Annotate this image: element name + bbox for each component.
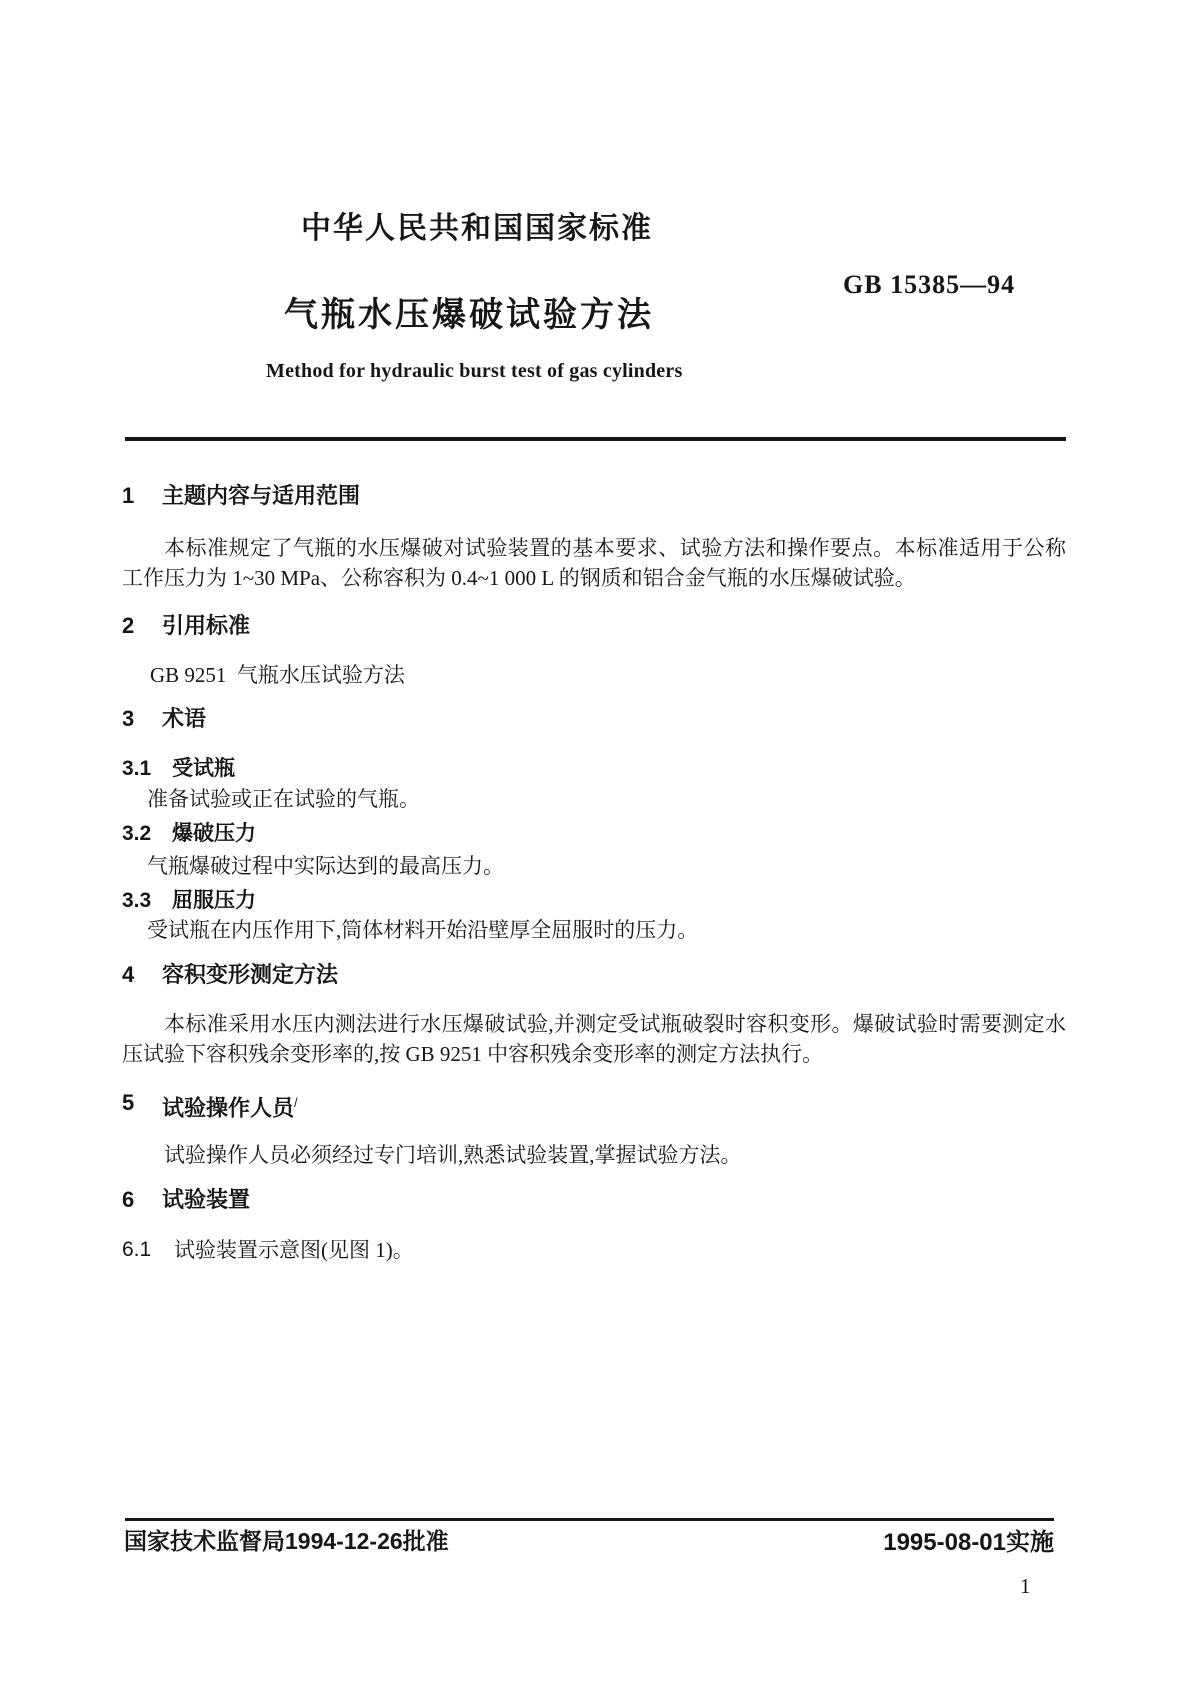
section-1-paragraph: 本标准规定了气瓶的水压爆破对试验装置的基本要求、试验方法和操作要点。本标准适用于公称工作压力为 1~30 MPa、公称容积为 0.4~1 000 L 的钢质和铝合金气瓶的水压爆破试验。 bbox=[122, 536, 1066, 590]
term-3-1-name: 受试瓶 bbox=[172, 757, 235, 780]
section-1-number: 1 bbox=[122, 483, 135, 508]
standard-code: GB 15385—94 bbox=[843, 270, 1016, 299]
section-5-paragraph: 试验操作人员必须经过专门培训,熟悉试验装置,掌握试验方法。 bbox=[164, 1143, 742, 1168]
section-2-heading bbox=[122, 614, 1066, 638]
term-3-1-number: 3.1 bbox=[122, 757, 152, 780]
section-3-title: 术语 bbox=[162, 706, 207, 731]
page-number: 1 bbox=[1020, 1574, 1031, 1598]
section-2-title: 引用标准 bbox=[162, 613, 251, 638]
term-3-3-heading bbox=[122, 889, 1066, 913]
section-4-paragraph: 本标准采用水压内测法进行水压爆破试验,并测定受试瓶破裂时容积变形。爆破试验时需要测定水压试验下容积残余变形率的,按 GB 9251 中容积残余变形率的测定方法执行。 bbox=[122, 1012, 1066, 1066]
term-3-3-name: 屈服压力 bbox=[172, 889, 256, 912]
section-1-title: 主题内容与适用范围 bbox=[162, 483, 361, 508]
document-body bbox=[122, 484, 1066, 1262]
section-5-number: 5 bbox=[122, 1090, 135, 1115]
term-3-3-definition: 受试瓶在内压作用下,筒体材料开始沿壁厚全屈服时的压力。 bbox=[147, 918, 699, 942]
footer-divider-rule bbox=[125, 1518, 1054, 1521]
document-title-zh: 气瓶水压爆破试验方法 bbox=[284, 296, 654, 334]
section-5-title: 试验操作人员/ bbox=[162, 1095, 298, 1121]
section-1-heading bbox=[122, 484, 1066, 508]
term-3-2-definition: 气瓶爆破过程中实际达到的最高压力。 bbox=[147, 854, 504, 878]
term-3-3-number: 3.3 bbox=[122, 889, 152, 912]
section-2-number: 2 bbox=[122, 613, 135, 638]
approval-authority-date: 国家技术监督局1994-12-26批准 bbox=[124, 1528, 449, 1554]
section-4-title: 容积变形测定方法 bbox=[162, 962, 339, 987]
term-3-2-number: 3.2 bbox=[122, 822, 152, 845]
header-divider-rule bbox=[125, 437, 1066, 441]
subsection-6-1-number: 6.1 bbox=[122, 1238, 152, 1262]
referenced-standard-line: GB 9251 气瓶水压试验方法 bbox=[150, 663, 405, 687]
section-5-heading bbox=[122, 1091, 1066, 1120]
section-4-heading bbox=[122, 963, 1066, 987]
section-6-title: 试验装置 bbox=[162, 1187, 251, 1213]
section-3-heading bbox=[122, 707, 1066, 731]
term-3-1-heading bbox=[122, 757, 1066, 781]
subsection-6-1-line bbox=[122, 1238, 1066, 1262]
term-3-2-name: 爆破压力 bbox=[172, 822, 256, 845]
standard-header-title: 中华人民共和国国家标准 bbox=[301, 212, 653, 245]
section-6-number: 6 bbox=[122, 1187, 135, 1213]
term-3-1-definition: 准备试验或正在试验的气瓶。 bbox=[147, 787, 420, 811]
section-4-number: 4 bbox=[122, 962, 135, 987]
term-3-2-heading bbox=[122, 822, 1066, 846]
document-title-en: Method for hydraulic burst test of gas cylinders bbox=[266, 360, 683, 382]
section-3-number: 3 bbox=[122, 706, 135, 731]
scan-artifact-mark: / bbox=[294, 1095, 298, 1110]
section-6-heading bbox=[122, 1188, 1066, 1212]
implementation-date: 1995-08-01实施 bbox=[883, 1529, 1054, 1556]
subsection-6-1-text: 试验装置示意图(见图 1)。 bbox=[174, 1238, 414, 1263]
